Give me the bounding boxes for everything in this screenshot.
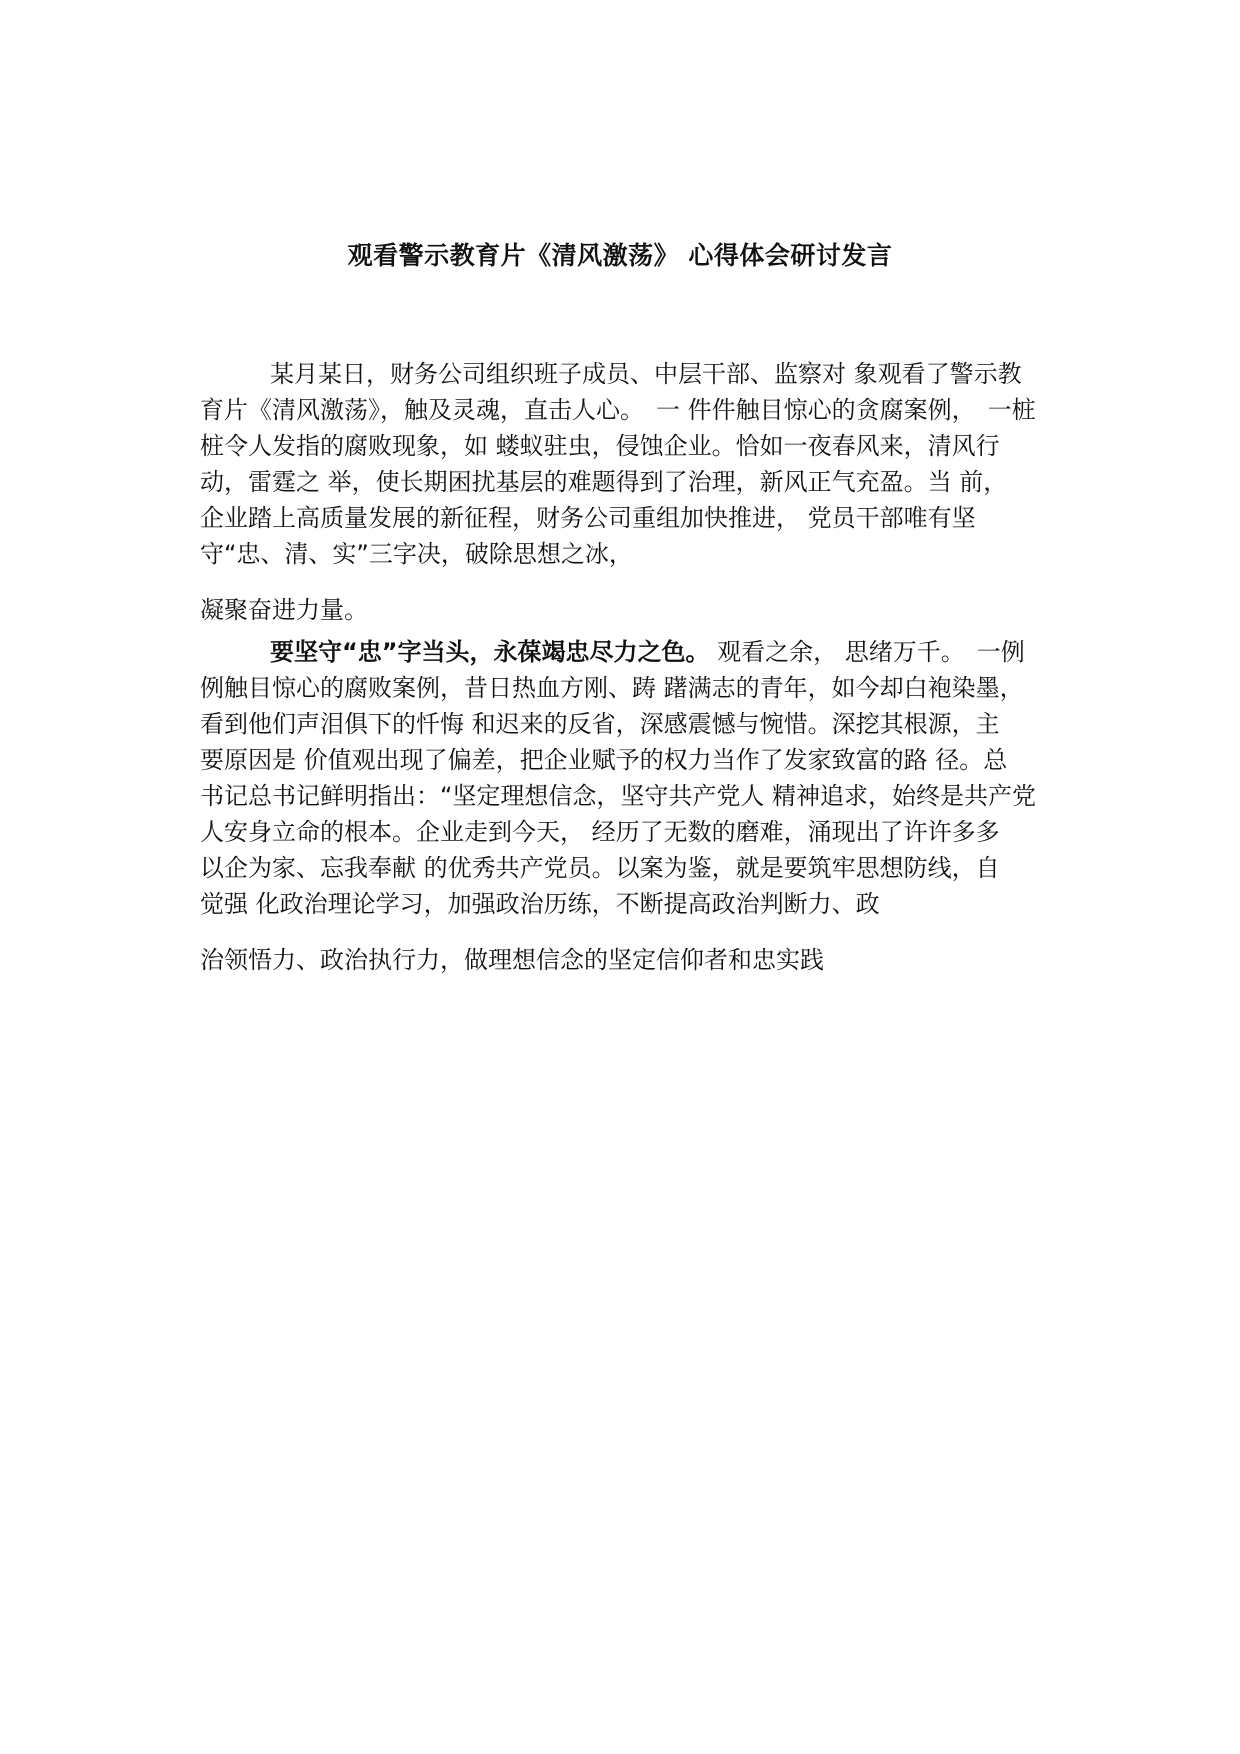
paragraph-line: 守“忠、清、实”三字决，破除思想之冰， — [200, 540, 633, 568]
paragraph-line: 书记总书记鲜明指出：“坚定理想信念，坚守共产党人 精神追求，始终是共产党 — [200, 782, 1037, 810]
paragraph-line: 要原因是 价值观出现了偏差，把企业赋予的权力当作了发家致富的路 径。总 — [200, 746, 1008, 774]
paragraph-line: 人安身立命的根本。企业走到今天， 经历了无数的磨难，涌现出了许许多多 — [200, 818, 1000, 846]
paragraph-line: 某月某日，财务公司组织班子成员、中层干部、监察对 象观看了警示教 — [270, 360, 1022, 388]
paragraph-lead-rest: 观看之余， 思绪万千。 一例 — [709, 638, 1025, 666]
paragraph-line: 治领悟力、政治执行力，做理想信念的坚定信仰者和忠实践 — [200, 946, 824, 974]
paragraph-lead-line — [270, 632, 1080, 672]
paragraph-line: 例触目惊心的腐败案例，昔日热血方刚、踌 躇满志的青年，如今却白袍染墨， — [200, 674, 1024, 702]
paragraph-line: 育片《清风激荡》，触及灵魂，直击人心。 一 件件触目惊心的贪腐案例， 一桩 — [200, 396, 1036, 424]
paragraph-line: 动，雷霆之 举，使长期困扰基层的难题得到了治理，新风正气充盈。当 前， — [200, 468, 1008, 496]
document-title: 观看警示教育片《清风激荡》 心得体会研讨发言 — [347, 241, 893, 270]
paragraph-line: 以企为家、忘我奉献 的优秀共产党员。以案为鉴，就是要筑牢思想防线，自 — [200, 854, 1000, 882]
paragraph-line: 觉强 化政治理论学习，加强政治历练，不断提高政治判断力、政 — [200, 890, 880, 918]
paragraph-line: 桩令人发指的腐败现象，如 蝼蚁驻虫，侵蚀企业。恰如一夜春风来，清风行 — [200, 432, 1000, 460]
paragraph-bold-heading: 要坚守“忠”字当头，永葆竭忠尽力之色。 — [270, 638, 710, 666]
paragraph-line: 看到他们声泪俱下的忏悔 和迟来的反省，深感震憾与惋惜。深挖其根源，主 — [200, 710, 1000, 738]
paragraph-line: 企业踏上高质量发展的新征程，财务公司重组加快推进， 党员干部唯有坚 — [200, 504, 976, 532]
paragraph-line: 凝聚奋进力量。 — [200, 596, 368, 624]
